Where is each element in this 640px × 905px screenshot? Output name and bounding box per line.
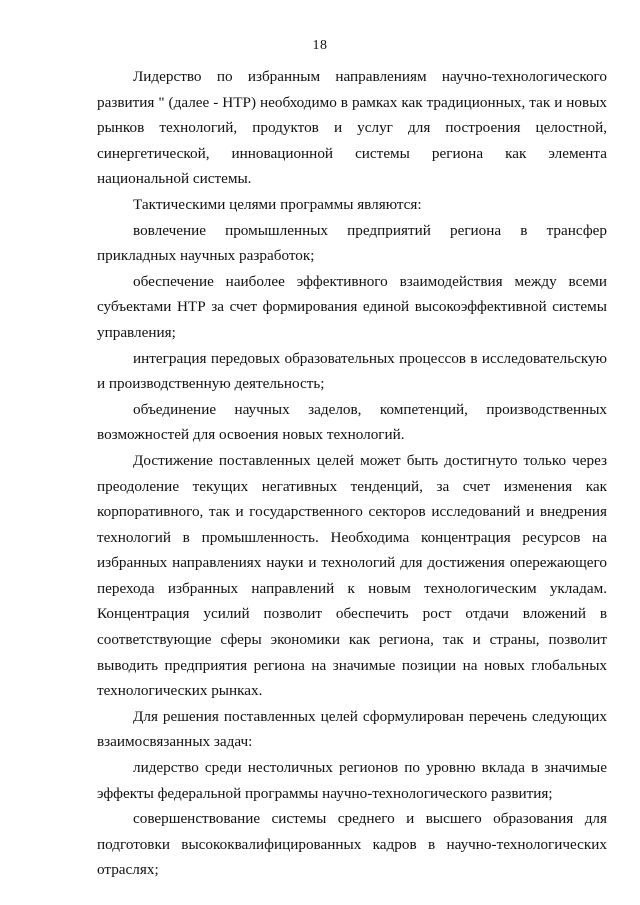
paragraph-leadership-intro: Лидерство по избранным направлениям научно-технологического развития " (далее - НТР) необходимо в рамках как традиционных, так и новых рынков технологий, продуктов и услуг для построения целостной, синергетической, инновационной системы региона как элемента национальной системы. <box>97 68 607 188</box>
body-text <box>97 64 607 883</box>
paragraph-task-leadership: лидерство среди нестоличных регионов по уровню вклада в значимые эффекты федеральной программы научно-технологического развития; <box>97 759 607 802</box>
paragraph-goal-unification: объединение научных заделов, компетенций, производственных возможностей для освоения новых технологий. <box>97 400 607 444</box>
paragraph-goal-integration: интеграция передовых образовательных процессов в исследовательскую и производственную деятельность; <box>97 349 607 393</box>
paragraph-goal-interaction: обеспечение наиболее эффективного взаимодействия между всеми субъектами НТР за счет формирования единой высокоэффективной системы управления; <box>97 272 607 341</box>
paragraph-task-education: совершенствование системы среднего и высшего образования для подготовки высококвалифицированных кадров в научно-технологических отраслях; <box>97 810 607 879</box>
paragraph-achievement: Достижение поставленных целей может быть достигнуто только через преодоление текущих негативных тенденций, за счет изменения как корпоративного, так и государственного секторов исследований и внедрения технологий в промышленность. Необходима концентрация ресурсов на избранных направлениях науки и технологий для достижения опережающего перехода избранных направлений к новым технологическим укладам. Концентрация усилий позволит обеспечить рост отдачи вложений в соответствующие сферы экономики как региона, так и страны, позволит выводить предприятия региона на значимые позиции на новых глобальных технологических рынках. <box>97 451 607 700</box>
paragraph-goal-involvement: вовлечение промышленных предприятий региона в трансфер прикладных научных разработок; <box>97 221 607 265</box>
paragraph-tactical-goals-heading: Тактическими целями программы являются: <box>133 195 422 213</box>
page-number: 18 <box>312 38 328 53</box>
paragraph-tasks-heading: Для решения поставленных целей сформулирован перечень следующих взаимосвязанных задач: <box>97 707 607 751</box>
